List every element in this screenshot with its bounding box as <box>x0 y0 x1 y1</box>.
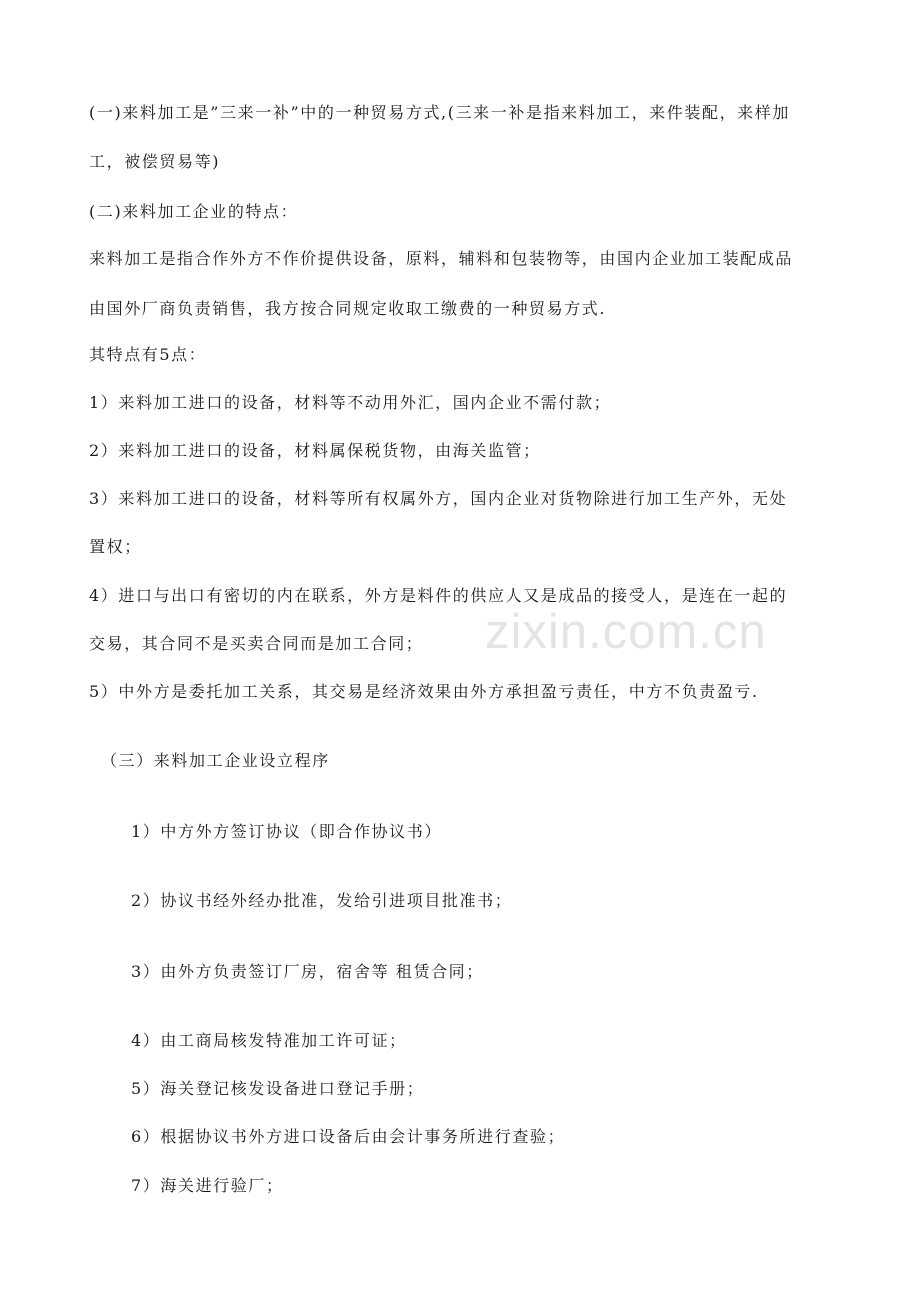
feature-item-1: 1）来料加工进口的设备，材料等不动用外汇，国内企业不需付款； <box>89 393 612 412</box>
watermark: zixin.com.cn <box>485 605 767 659</box>
procedure-step-2: 2）协议书经外经办批准，发给引进项目批准书； <box>131 891 513 910</box>
procedure-step-5: 5）海关登记核发设备进口登记手册； <box>131 1079 425 1098</box>
feature-item-3-line-1: 3）来料加工进口的设备，材料等所有权属外方，国内企业对货物除进行加工生产外，无处 <box>89 489 788 508</box>
feature-item-4-line-1: 4）进口与出口有密切的内在联系，外方是料件的供应人又是成品的接受人，是连在一起的 <box>89 586 788 605</box>
procedure-step-7: 7）海关进行验厂； <box>131 1176 284 1195</box>
section-2-heading: (二)来料加工企业的特点： <box>89 202 299 221</box>
feature-item-4-line-2: 交易，其合同不是买卖合同而是加工合同； <box>89 634 424 653</box>
feature-item-3-line-2: 置权； <box>89 537 142 556</box>
features-intro: 其特点有5点： <box>89 345 207 364</box>
procedure-step-3: 3）由外方负责签订厂房，宿舍等 租赁合同； <box>131 962 484 981</box>
paragraph-1-line-2: 工，被偿贸易等) <box>89 152 221 171</box>
paragraph-1-line-1: (一)来料加工是”三来一补”中的一种贸易方式,(三来一补是指来料加工，来件装配，来样加 <box>89 103 790 122</box>
paragraph-3-line-2: 由国外厂商负责销售，我方按合同规定收取工缴费的一种贸易方式. <box>89 299 607 318</box>
procedure-step-1: 1）中方外方签订协议（即合作协议书） <box>131 822 442 841</box>
feature-item-5: 5）中外方是委托加工关系，其交易是经济效果由外方承担盈亏责任，中方不负责盈亏. <box>89 682 759 701</box>
procedure-step-4: 4）由工商局核发特准加工许可证； <box>131 1031 407 1050</box>
section-3-heading: （三）来料加工企业设立程序 <box>101 751 330 770</box>
feature-item-2: 2）来料加工进口的设备，材料属保税货物，由海关监管； <box>89 441 541 460</box>
procedure-step-6: 6）根据协议书外方进口设备后由会计事务所进行查验； <box>131 1127 566 1146</box>
paragraph-3-line-1: 来料加工是指合作外方不作价提供设备，原料，辅料和包装物等，由国内企业加工装配成品 <box>89 249 794 268</box>
